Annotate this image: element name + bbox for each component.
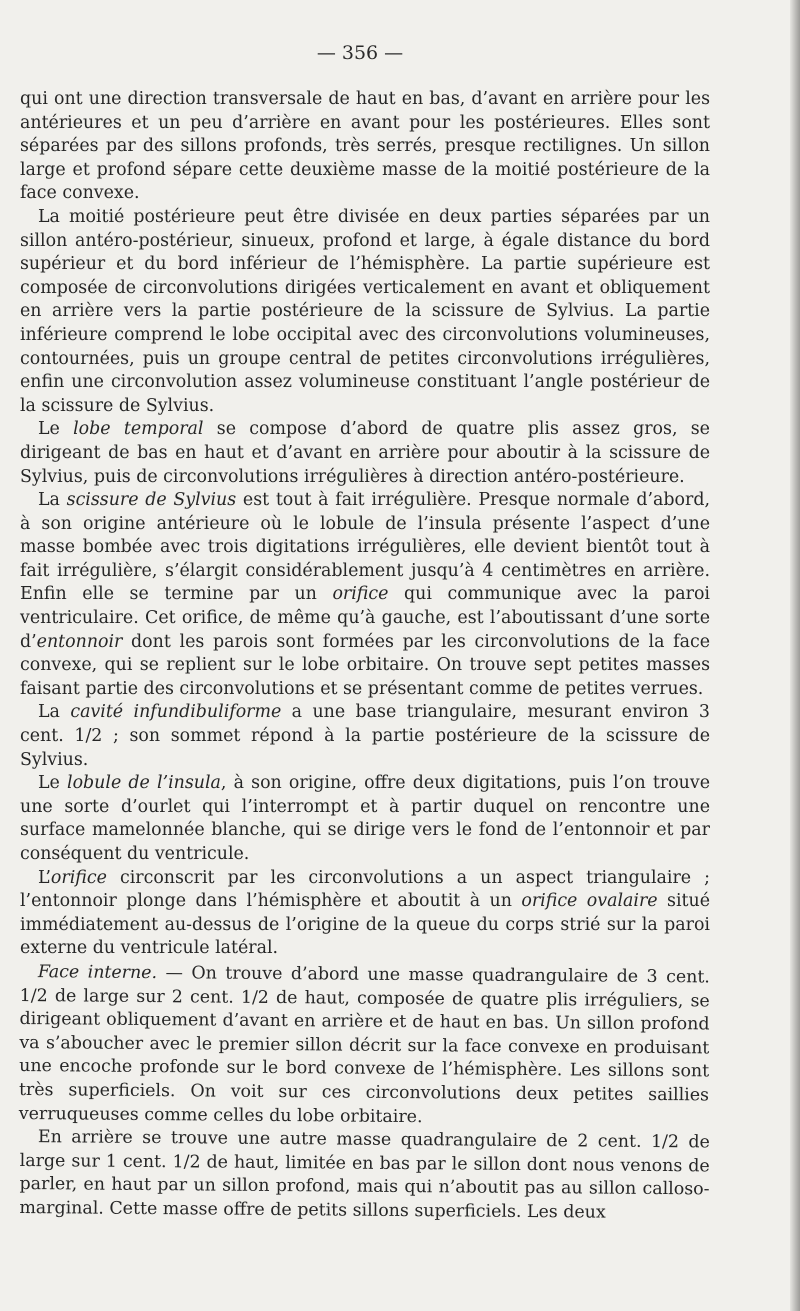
paragraph-p5 [20, 701, 710, 772]
italic-term: orifice [332, 584, 389, 605]
italic-term: lobe temporal [73, 419, 204, 440]
paragraph-p1 [20, 88, 710, 206]
italic-term: cavité infundibuliforme [70, 702, 282, 723]
paragraph-p6 [20, 772, 710, 866]
text-run: , à son origine, offre deux digitations, puis l’on trouve une sorte d’ourlet qui l’interrompt et à partir duquel on rencontre une surface mamelonnée blanche, qui se dirige vers le fond de l’entonnoir et par conséquent du ventricule. [20, 773, 710, 864]
italic-term: entonnoir [36, 631, 123, 652]
text-run: L’ [38, 867, 51, 888]
text-run: La [38, 490, 67, 511]
text-run: qui ont une direction transversale de haut en bas, d’avant en arrière pour les antérieures et un peu d’arrière en avant pour les postérieures. Elles sont séparées par des sillons profonds, très serrés, presque rectilignes. Un sillon large et profond sépare cette deuxième masse de la moitié postérieure de la face convexe. [20, 89, 710, 204]
text-run: qui communique avec la paroi ventriculaire. Cet orifice, de même qu’à gauche, est l’aboutissant d’une sorte d’ [20, 584, 710, 652]
page-number: — 356 — [316, 42, 404, 64]
paragraph-p3 [20, 418, 710, 489]
paragraph-p2 [20, 206, 710, 418]
text-run: La moitié postérieure peut être divisée en deux parties séparées par un sillon antéro-postérieur, sinueux, profond et large, à égale distance du bord supérieur et du bord inférieur de l’hémisphère. La partie supérieure est composée de circonvolutions dirigées verticalement en avant et obliquement en arrière vers la partie postérieure de la scissure de Sylvius. La partie inférieure comprend le lobe occipital avec des circonvolutions volumineuses, contournées, puis un groupe central de petites circonvolutions irrégulières, enfin une circonvolution assez volumineuse constituant l’angle postérieur de la scissure de Sylvius. [20, 206, 710, 416]
text-run: Le [38, 419, 74, 440]
italic-term: orifice [50, 867, 107, 888]
text-run: se compose d’abord de quatre plis assez gros, se dirigeant de bas en haut et d’avant en arrière pour aboutir à la scissure de Sylvius, puis de circonvolutions irrégulières à direction antéro-postérieure. [20, 419, 710, 487]
text-run: dont les parois sont formées par les circonvolutions de la face convexe, qui se replient sur le lobe orbitaire. On trouve sept petites masses faisant partie des circonvolutions et se présentant comme de petites verrues. [20, 631, 710, 699]
page-edge-shadow [790, 0, 800, 1311]
italic-term: scissure de Sylvius [66, 490, 237, 511]
paragraph-p7 [20, 867, 710, 961]
text-run: — On trouve d’abord une masse quadrangulaire de 3 cent. 1/2 de large sur 2 cent. 1/2 de haut, composée de quatre plis irréguliers, se dirigeant obliquement d’avant en arrière et de haut en bas. Un sillon profond va s’aboucher avec le premier sillon décrit sur la face convexe en produisant une encoche profonde sur le bord convexe de l’hémisphère. Les sillons sont très superficiels. On voit sur ces circonvolutions deux petites saillies verruqueuses comme celles du lobe orbitaire. [18, 963, 710, 1127]
paragraph-p8 [19, 961, 710, 1132]
italic-term: orifice ovalaire [521, 891, 658, 912]
text-run: La [38, 702, 71, 723]
text-run: circonscrit par les circonvolutions a un aspect triangulaire ; l’entonnoir plonge dans l’hémisphère et aboutit à un [20, 867, 710, 912]
text-run: est tout à fait irrégulière. Presque normale d’abord, à son origine antérieure où le lobule de l’insula présente l’aspect d’une masse bombée avec trois digitations irrégulières, elle devient bientôt tout à fait irrégulière, s’élargit considérablement jusqu’à 4 centimètres en arrière. Enfin elle se termine par un [20, 490, 710, 605]
italic-term: Face interne. [37, 962, 158, 984]
italic-term: lobule de l’insula [67, 773, 221, 794]
text-run: En arrière se trouve une autre masse quadrangulaire de 2 cent. 1/2 de large sur 1 cent. 1/2 de haut, limitée en bas par le sillon dont nous venons de parler, en haut par un sillon profond, mais qui n’aboutit pas au sillon calloso-marginal. Cette masse offre de petits sillons superficiels. Les deux [19, 1127, 710, 1223]
paragraph-p4 [20, 489, 710, 701]
text-run: situé immédiatement au-dessus de l’origine de la queue du corps strié sur la paroi externe du ventricule latéral. [20, 891, 710, 959]
paragraph-p9 [19, 1126, 710, 1226]
body-text [20, 88, 710, 1221]
text-run: Le [38, 773, 68, 794]
text-run: a une base triangulaire, mesurant environ 3 cent. 1/2 ; son sommet répond à la partie postérieure de la scissure de Sylvius. [20, 702, 710, 770]
